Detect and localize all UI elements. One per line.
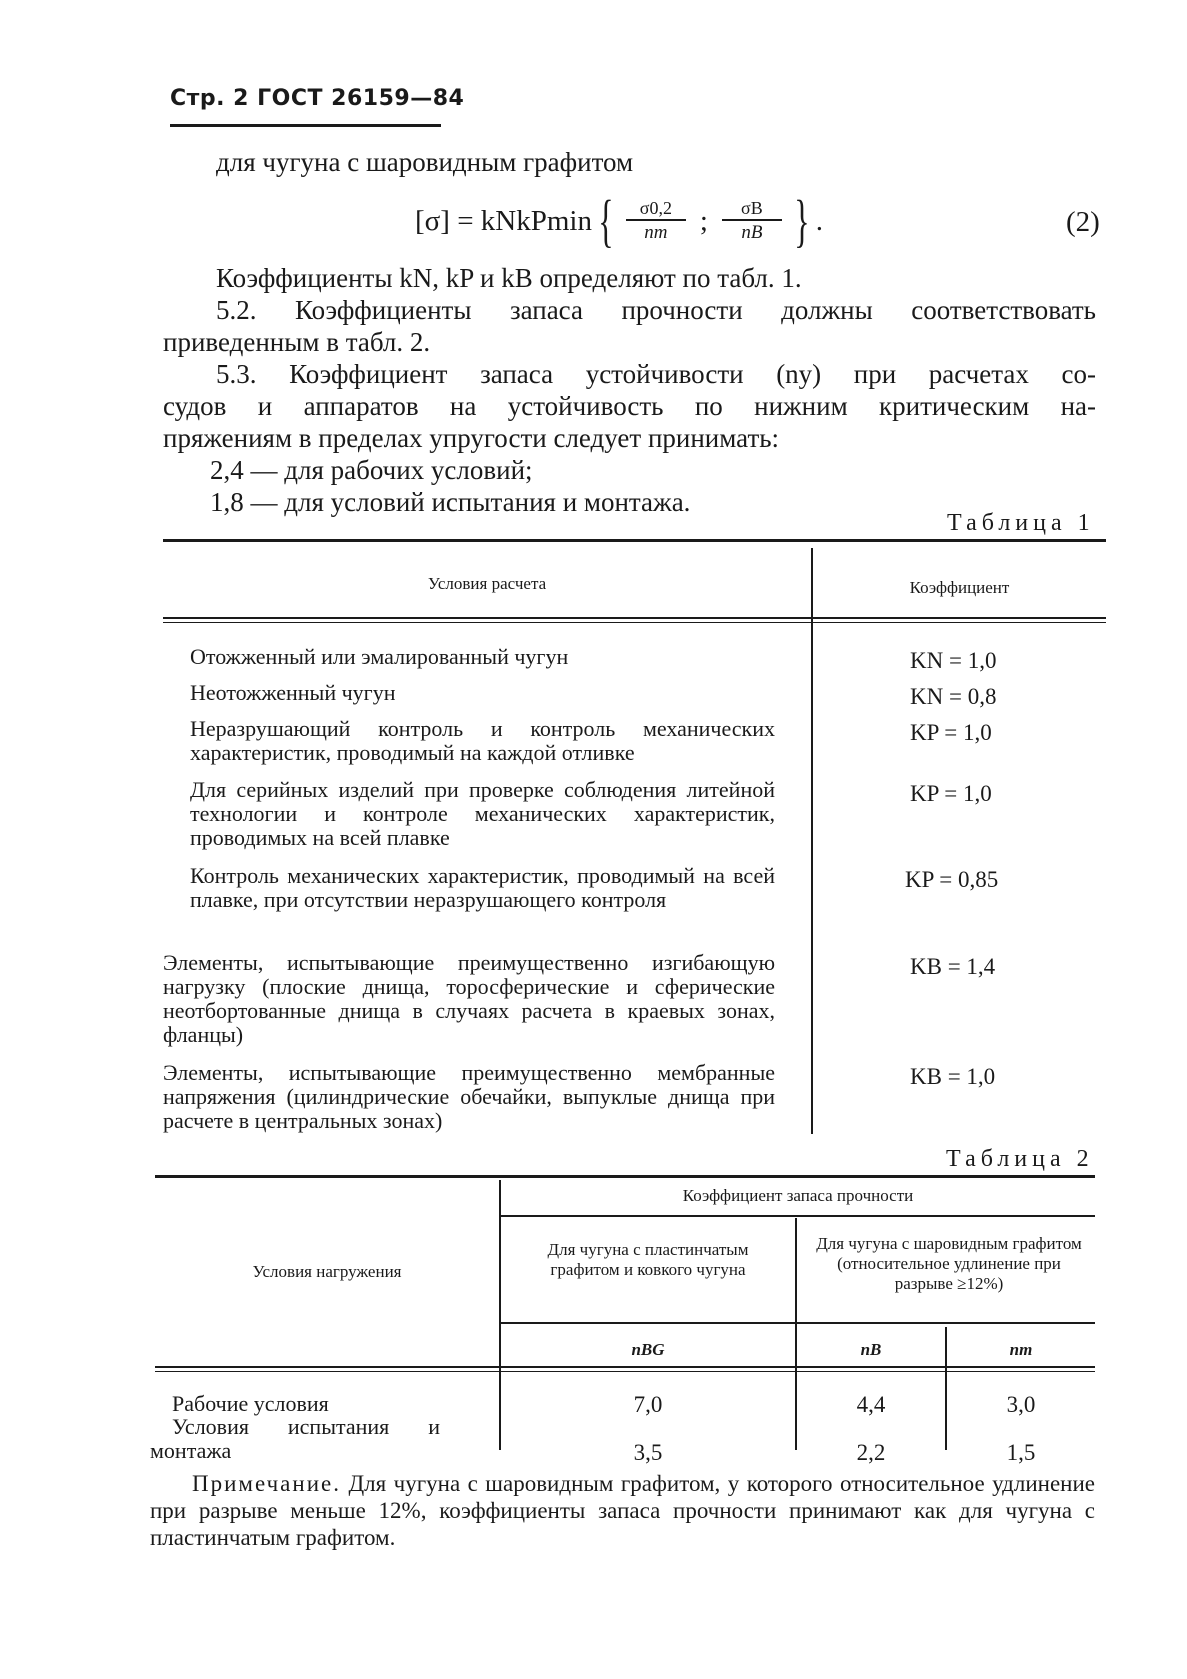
left-brace: { (598, 188, 614, 253)
table2-col1-header: Условия нагружения (252, 1262, 402, 1281)
table2-cell-nb: 4,4 (856, 1392, 886, 1417)
table2-header-rule-thin (155, 1371, 1095, 1372)
fraction-2-numerator: σB (741, 198, 763, 219)
table1-header-rule (163, 617, 1106, 619)
table1-row-condition: Для серийных изделий при проверке соблюдения литейной технологии и контроле механических характеристик, проводимых на всей плавке (190, 777, 775, 850)
table1-col1-header: Условия расчета (427, 574, 547, 593)
note-text: Для чугуна с шаровидным графитом, у которого относительное удлинение при разрыве меньше 12%, коэффициенты запаса прочности принимают как для чугуна с пластинчатым графитом. (150, 1471, 1096, 1550)
fraction-1 (626, 197, 686, 245)
table2-cell-nbg: 3,5 (633, 1440, 663, 1465)
formula-separator: ; (699, 204, 708, 237)
coef-line: Коэффициенты kN, kP и kB определяют по табл. 1. (216, 263, 802, 293)
table1-column-divider (811, 548, 813, 1134)
table2-header-rule (155, 1366, 1095, 1368)
table1-row-coef: KB = 1,0 (910, 1064, 996, 1089)
page-header: Стр. 2 ГОСТ 26159—84 (170, 86, 465, 111)
list-item-1: 2,4 — для рабочих условий; (210, 455, 533, 485)
table1-col2-header: Коэффициент (909, 578, 1010, 597)
list-item-2: 1,8 — для условий испытания и монтажа. (210, 487, 691, 517)
table1-row-condition: Контроль механических характеристик, проводимый на всей плавке, при отсутствии неразрушающего контроля (190, 863, 775, 912)
table2-cell-nbg: 7,0 (633, 1392, 663, 1417)
table1-row-coef: KP = 1,0 (910, 720, 992, 745)
table2-symbol-nbg: nBG (631, 1340, 665, 1359)
fraction-2 (722, 197, 782, 245)
table2-symbol-nb: nB (860, 1340, 882, 1359)
table2-cell-nt: 3,0 (1006, 1392, 1036, 1417)
table2-cell-nt: 1,5 (1006, 1440, 1036, 1465)
intro-line: для чугуна с шаровидным графитом (216, 147, 634, 177)
table2-row-condition: Рабочие условия (172, 1391, 329, 1416)
table1-row-condition: Элементы, испытывающие преимущественно изгибающую нагрузку (плоские днища, торосферические и сферические неотбортованные днища в случаях расчета в краевых зонах, фланцы) (163, 950, 775, 1047)
table2-note (150, 1470, 1095, 1551)
p53-line3: пряжениям в пределах упругости следует принимать: (163, 423, 780, 453)
table1-row-condition: Отожженный или эмалированный чугун (190, 644, 569, 669)
fraction-1-numerator: σ0,2 (639, 198, 672, 219)
formula-2 (415, 186, 823, 256)
table2-row-condition: Условия испытания и монтажа (150, 1414, 440, 1463)
p52-line2: приведенным в табл. 2. (163, 327, 431, 357)
p53-line1: 5.3. Коэффициент запаса устойчивости (nу) при расчетах со- (216, 359, 1096, 389)
table2-cell-nb: 2,2 (856, 1440, 886, 1465)
table2-group-header: Коэффициент запаса прочности (682, 1186, 914, 1205)
table2-sub-rule (501, 1322, 1095, 1324)
fraction-2-denominator: nB (741, 221, 763, 243)
fraction-1-denominator: nт (644, 221, 668, 243)
table2-sub2-header: Для чугуна с шаровидным графитом (относительное удлинение при разрыве ≥12%) (816, 1234, 1082, 1293)
table2-sub1-header: Для чугуна с пластинчатым графитом и ковкого чугуна (547, 1240, 749, 1279)
p52-line1: 5.2. Коэффициенты запаса прочности должны соответствовать (216, 295, 1096, 325)
table1-label: Таблица 1 (947, 510, 1095, 536)
table2-label: Таблица 2 (946, 1146, 1094, 1172)
right-brace: } (794, 188, 810, 253)
table1-row-condition: Неотожженный чугун (190, 680, 396, 705)
table1-row-condition: Неразрушающий контроль и контроль механических характеристик, проводимый на каждой отливке (190, 716, 775, 765)
table2-symbol-nt: nт (1009, 1340, 1033, 1359)
table1-row-coef: KP = 1,0 (910, 781, 992, 806)
note-label: Примечание. (192, 1471, 341, 1496)
formula-number: (2) (1066, 206, 1100, 238)
table1-top-rule (163, 539, 1106, 542)
table2-group-rule (501, 1215, 1095, 1217)
formula-lhs: [σ] = kNkPmin (415, 204, 592, 237)
header-rule (170, 124, 441, 127)
formula-end: . (815, 204, 823, 237)
table1-row-coef: KB = 1,4 (910, 954, 996, 979)
table1-header-rule-thin (163, 622, 1106, 623)
table1-row-coef: KP = 0,85 (905, 867, 999, 892)
table1-row-coef: KN = 1,0 (910, 648, 997, 673)
table1-row-condition: Элементы, испытывающие преимущественно мембранные напряжения (цилиндрические обечайки, выпуклые днища при расчете в центральных зонах) (163, 1060, 775, 1133)
p53-line2: судов и аппаратов на устойчивость по нижним критическим на- (163, 391, 1096, 421)
table1-row-coef: KN = 0,8 (910, 684, 997, 709)
table2-top-rule (155, 1175, 1095, 1178)
